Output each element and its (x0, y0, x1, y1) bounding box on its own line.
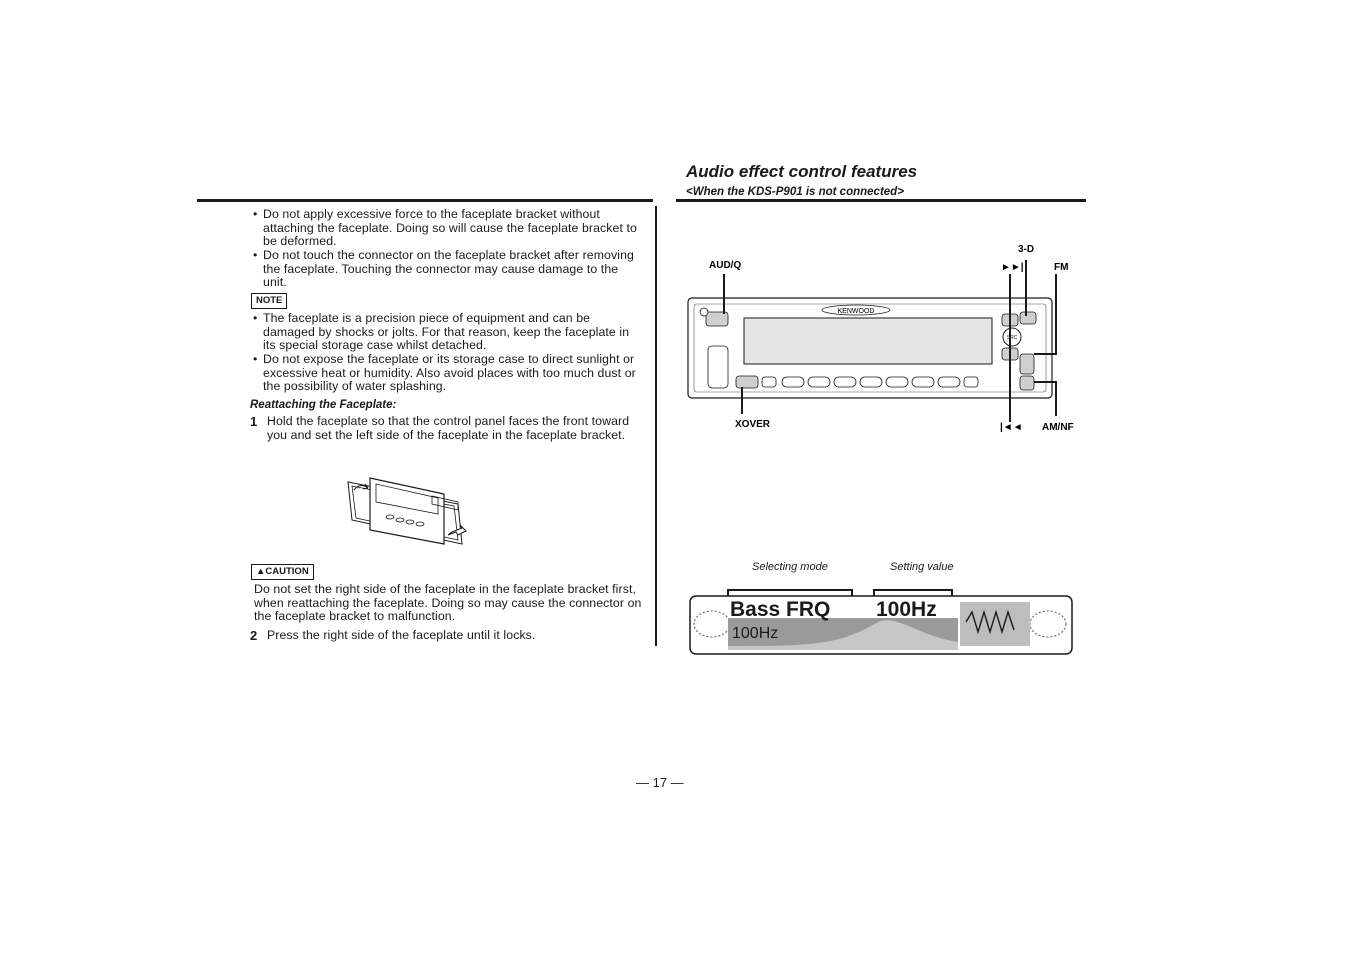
caption-selecting-mode: Selecting mode (752, 561, 828, 573)
caution-label: ▲CAUTION (251, 564, 314, 580)
callout-ff: ►►| (1001, 262, 1024, 273)
display-value-text: 100Hz (876, 598, 937, 621)
section-subtitle: <When the KDS-P901 is not connected> (686, 186, 904, 198)
callout-3d: 3-D (1018, 244, 1035, 255)
head-unit-illustration (676, 240, 1086, 440)
step-number: 1 (250, 414, 258, 429)
right-rule (676, 199, 1086, 202)
note-label: NOTE (251, 293, 287, 309)
section-title: Audio effect control features (686, 162, 918, 181)
bullet-item: • The faceplate is a precision piece of equipment and can be damaged by shocks or jolts. For that reason, keep the faceplate in its special storage case whilst detached. (253, 311, 630, 353)
step-text: Hold the faceplate so that the control panel faces the front toward you and set the left side of the faceplate in the faceplate bracket. (267, 414, 630, 442)
column-divider (655, 206, 657, 646)
step-text: Press the right side of the faceplate until it locks. (267, 628, 536, 642)
callout-rew: |◄◄ (1000, 422, 1023, 433)
bullet-item: • Do not expose the faceplate or its storage case to direct sunlight or excessive heat or humidity. Also avoid places with too much dust or the possibility of water splashing. (253, 352, 636, 394)
step-2 (250, 629, 645, 643)
step-number: 2 (250, 628, 258, 643)
reattach-heading: Reattaching the Faceplate: (250, 399, 397, 411)
display-sub-text: 100Hz (732, 625, 779, 642)
faceplate-illustration (340, 460, 470, 552)
callout-aud-q: AUD/Q (709, 260, 742, 271)
lcd-display-illustration (688, 586, 1074, 658)
brand-logo: KENWOOD (837, 308, 875, 315)
page-number: — 17 — (636, 775, 684, 790)
callout-xover: XOVER (735, 419, 771, 430)
bullet-item: • Do not touch the connector on the faceplate bracket after removing the faceplate. Touching the connector may cause damage to the unit. (253, 248, 634, 290)
left-rule (197, 199, 653, 202)
caution-text: Do not set the right side of the faceplate in the faceplate bracket first, when reattaching the faceplate. Doing so may cause the connector on the faceplate bracket to malfunction. (254, 582, 642, 624)
caption-setting-value: Setting value (890, 561, 954, 573)
display-mode-text: Bass FRQ (730, 598, 831, 621)
step-1 (250, 415, 645, 442)
callout-am-nf: AM/NF (1042, 422, 1074, 433)
callout-fm: FM (1054, 262, 1069, 273)
bullet-item: • Do not apply excessive force to the faceplate bracket without attaching the faceplate. Doing so will cause the faceplate bracket to be deformed. (253, 207, 637, 249)
src-label: SRC (1006, 335, 1018, 341)
